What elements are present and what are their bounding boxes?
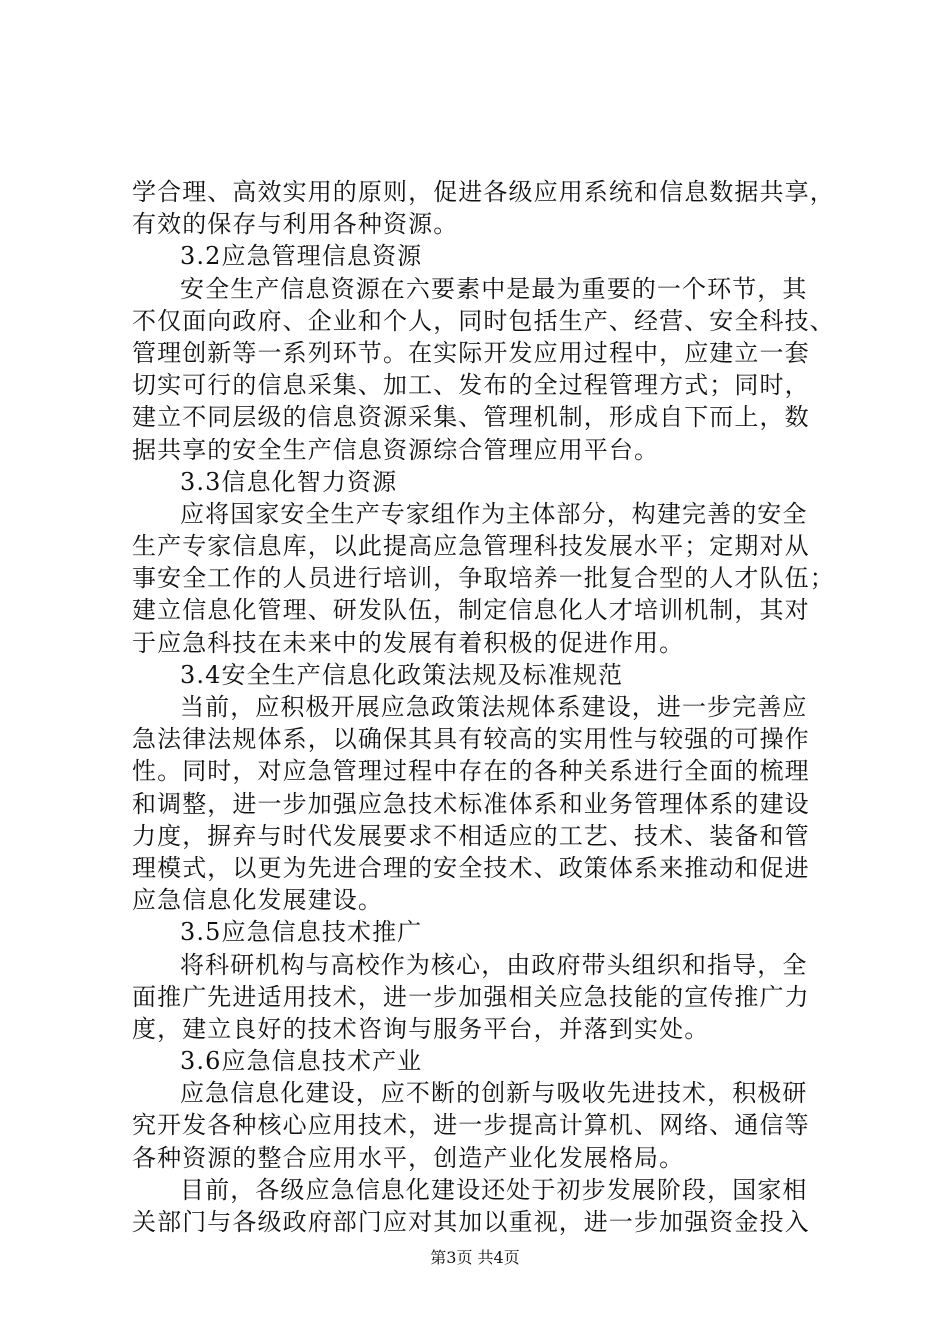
- text-line: 应急信息化发展建设。: [132, 886, 383, 915]
- text-line: 有效的保存与利用各种资源。: [132, 210, 459, 239]
- text-line: 于应急科技在未来中的发展有着积极的促进作用。: [132, 628, 685, 657]
- text-line: 事安全工作的人员进行培训，争取培养一批复合型的人才队伍；: [132, 564, 835, 593]
- document-body: [132, 176, 835, 1238]
- text-line: 据共享的安全生产信息资源综合管理应用平台。: [132, 435, 660, 464]
- text-line: 管理创新等一系列环节。在实际开发应用过程中，应建立一套: [132, 338, 810, 367]
- text-line: 急法律法规体系，以确保其具有较高的实用性与较强的可操作: [132, 725, 810, 754]
- text-line: 切实可行的信息采集、加工、发布的全过程管理方式；同时，: [132, 371, 810, 400]
- text-line: 生产专家信息库，以此提高应急管理科技发展水平；定期对从: [132, 532, 810, 561]
- text-line: 目前，各级应急信息化建设还处于初步发展阶段，国家相: [180, 1175, 808, 1204]
- text-line: 关部门与各级政府部门应对其加以重视，进一步加强资金投入: [132, 1208, 810, 1236]
- section-heading: 3.3信息化智力资源: [180, 467, 398, 496]
- text-line: 安全生产信息资源在六要素中是最为重要的一个环节，其: [180, 274, 808, 303]
- text-line: 究开发各种核心应用技术，进一步提高计算机、网络、通信等: [132, 1111, 810, 1140]
- text-line: 面推广先进适用技术，进一步加强相关应急技能的宣传推广力: [132, 982, 810, 1011]
- text-line: 学合理、高效实用的原则，促进各级应用系统和信息数据共享，: [132, 178, 835, 206]
- text-line: 和调整，进一步加强应急技术标准体系和业务管理体系的建设: [132, 789, 810, 818]
- section-heading: 3.2应急管理信息资源: [180, 242, 423, 271]
- text-line: 建立不同层级的信息资源采集、管理机制，形成自下而上，数: [132, 403, 810, 432]
- text-line: 将科研机构与高校作为核心，由政府带头组织和指导，全: [180, 950, 808, 979]
- section-heading: 3.5应急信息技术推广: [180, 918, 423, 947]
- section-heading: 3.4安全生产信息化政策法规及标准规范: [180, 660, 624, 689]
- page-footer: 第3页 共4页: [430, 1248, 520, 1267]
- text-line: 性。同时，对应急管理过程中存在的各种关系进行全面的梳理: [132, 757, 810, 786]
- section-heading: 3.6应急信息技术产业: [180, 1047, 423, 1076]
- text-line: 应将国家安全生产专家组作为主体部分，构建完善的安全: [180, 499, 808, 528]
- text-line: 建立信息化管理、研发队伍，制定信息化人才培训机制，其对: [132, 596, 810, 625]
- text-line: 应急信息化建设，应不断的创新与吸收先进技术，积极研: [180, 1079, 808, 1108]
- text-line: 理模式，以更为先进合理的安全技术、政策体系来推动和促进: [132, 853, 810, 882]
- text-line: 当前，应积极开展应急政策法规体系建设，进一步完善应: [180, 693, 808, 721]
- text-line: 不仅面向政府、企业和个人，同时包括生产、经营、安全科技、: [132, 306, 835, 335]
- text-line: 度，建立良好的技术咨询与服务平台，并落到实处。: [132, 1014, 710, 1043]
- text-line: 力度，摒弃与时代发展要求不相适应的工艺、技术、装备和管: [132, 821, 810, 850]
- text-line: 各种资源的整合应用水平，创造产业化发展格局。: [132, 1143, 685, 1172]
